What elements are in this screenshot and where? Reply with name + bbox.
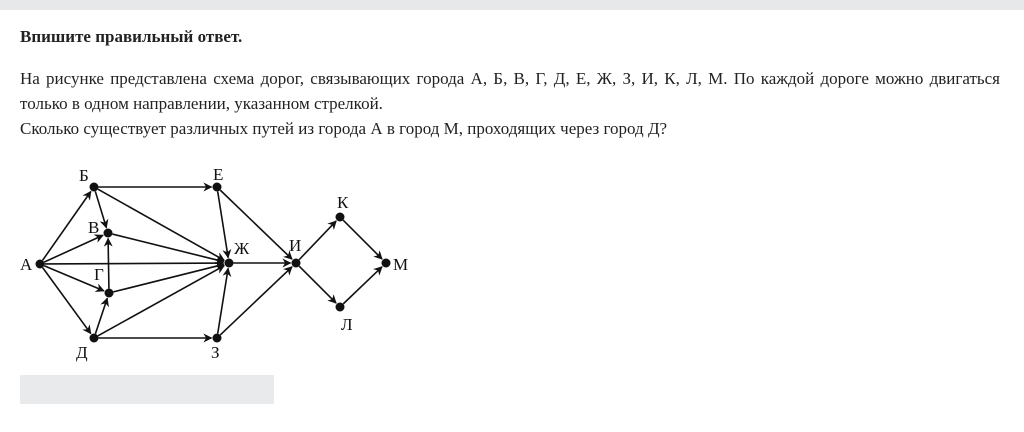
node-label-E: Е bbox=[213, 165, 224, 184]
node-M bbox=[382, 259, 391, 268]
road-D-Zh bbox=[98, 266, 224, 336]
node-B bbox=[90, 183, 99, 192]
road-A-V bbox=[44, 235, 103, 262]
node-D bbox=[90, 334, 99, 343]
node-K bbox=[336, 213, 345, 222]
road-A-D bbox=[43, 268, 91, 334]
node-label-Z: З bbox=[211, 343, 220, 362]
node-label-A: А bbox=[20, 255, 33, 274]
node-label-I: И bbox=[289, 236, 302, 255]
node-I bbox=[292, 259, 301, 268]
answer-input[interactable] bbox=[20, 375, 274, 404]
road-G-V bbox=[108, 238, 109, 288]
node-L bbox=[336, 303, 345, 312]
node-V bbox=[104, 229, 113, 238]
road-L-M bbox=[343, 267, 382, 304]
node-label-L: Л bbox=[341, 315, 353, 334]
task-text bbox=[20, 66, 1000, 141]
top-bar bbox=[0, 0, 1024, 10]
node-label-K: К bbox=[337, 193, 349, 212]
node-label-D: Д bbox=[76, 343, 88, 362]
node-Z bbox=[213, 334, 222, 343]
road-B-Zh bbox=[98, 189, 224, 260]
node-label-G: Г bbox=[94, 265, 104, 284]
road-E-Zh bbox=[218, 191, 228, 257]
task-header: Впишите правильный ответ. bbox=[20, 27, 243, 46]
road-Z-Zh bbox=[218, 268, 228, 333]
road-I-L bbox=[299, 266, 336, 303]
road-I-K bbox=[299, 221, 336, 260]
road-graph-diagram bbox=[10, 160, 430, 370]
task-paragraph-1: На рисунке представлена схема дорог, связывающих города А, Б, В, Г, Д, Е, Ж, З, И, К, Л, М. По каждой дороге можно двигаться только в одном направлении, указанном стрелкой. bbox=[20, 69, 1000, 113]
road-G-Zh bbox=[113, 264, 223, 292]
node-Zh bbox=[225, 259, 234, 268]
task-paragraph-2: Сколько существует различных путей из города А в город М, проходящих через город Д? bbox=[20, 119, 668, 138]
node-A bbox=[36, 260, 45, 269]
road-Z-I bbox=[220, 267, 292, 335]
node-label-B: Б bbox=[79, 166, 89, 185]
node-G bbox=[105, 289, 114, 298]
road-A-B bbox=[43, 192, 91, 261]
node-label-V: В bbox=[88, 218, 100, 237]
road-E-I bbox=[220, 190, 292, 259]
road-V-Zh bbox=[112, 234, 223, 262]
road-K-M bbox=[343, 220, 382, 259]
node-label-Zh: Ж bbox=[234, 239, 250, 258]
road-A-Zh bbox=[44, 263, 223, 264]
node-label-M: М bbox=[393, 255, 409, 274]
road-D-G bbox=[95, 298, 107, 334]
